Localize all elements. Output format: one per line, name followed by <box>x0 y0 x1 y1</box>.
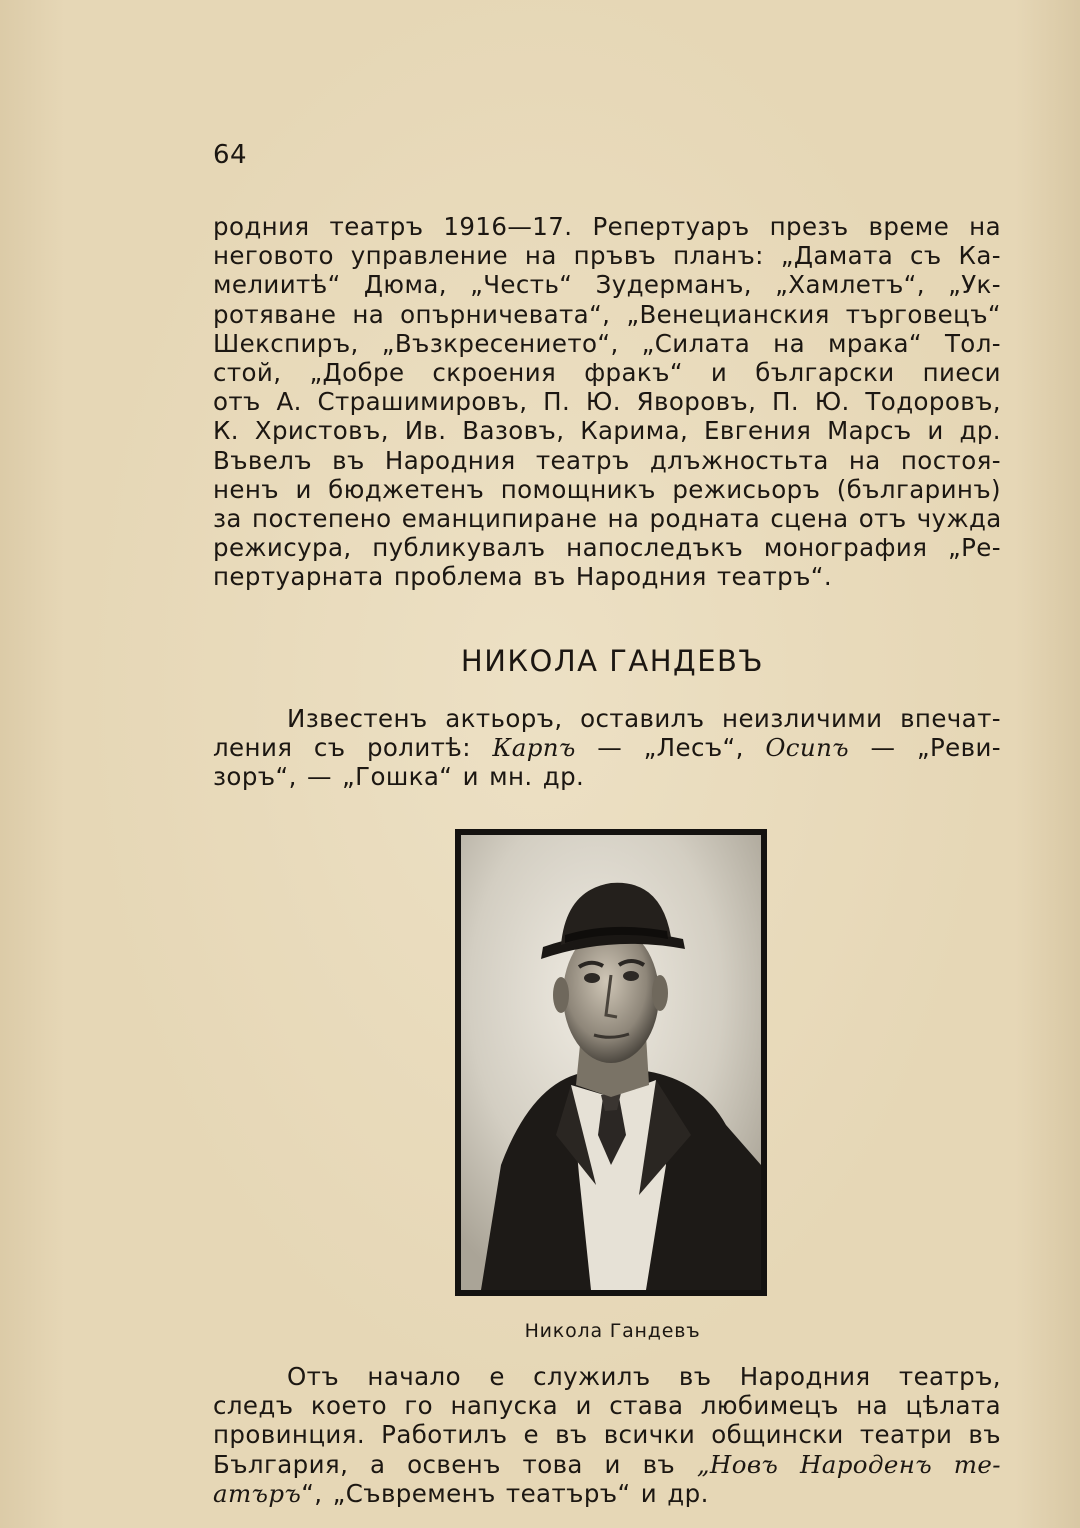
paragraph-repertoire <box>213 212 1001 591</box>
text-fragment: България, а освенъ това и въ <box>213 1449 697 1479</box>
text-fragment: — „Лесъ“, <box>575 733 766 763</box>
text-line: Въвелъ въ Народния театръ длъжностьта на постоя- <box>213 445 1001 475</box>
text-fragment: — „Реви- <box>849 733 1002 763</box>
text-line: Отъ начало е служилъ въ Народния театръ, <box>287 1362 1001 1391</box>
text-line: провинция. Работилъ е въ всички общински театри въ <box>213 1420 1001 1450</box>
text-line: ненъ и бюджетенъ помощникъ режисьоръ (българинъ) <box>213 474 1001 504</box>
role-name: Карпъ <box>492 733 576 763</box>
text-line: Известенъ актьоръ, оставилъ неизличими впечат- <box>287 704 1001 733</box>
text-line: пертуарната проблема въ Народния театръ“. <box>213 562 833 592</box>
text-line: следъ което го напуска и става любимецъ на цѣлата <box>213 1391 1001 1421</box>
text-line: стой, „Добре скроения фракъ“ и български пиеси <box>213 357 1001 387</box>
text-line: за постепено еманципиране на родната сцена отъ чужда <box>213 503 1002 533</box>
role-name: Осипъ <box>765 733 850 763</box>
text-line: мелиитѣ“ Дюма, „Честь“ Зудерманъ, „Хамлетъ“, „Ук- <box>213 270 1001 300</box>
portrait-illustration <box>461 835 761 1290</box>
text-fragment: “, „Съвременъ театъръ“ и др. <box>301 1478 709 1508</box>
text-line: ротяване на опърничевата“, „Венецианския търговецъ“ <box>213 299 1001 329</box>
theatre-name: „Новъ Народенъ те- <box>696 1449 1001 1479</box>
theatre-name: атъръ <box>213 1478 302 1508</box>
text-line <box>213 1450 1001 1479</box>
portrait-photo <box>455 829 767 1296</box>
text-line: неговото управление на пръвъ планъ: „Дамата съ Ка- <box>213 241 1001 271</box>
text-line: К. Христовъ, Ив. Вазовъ, Карима, Евгения Марсъ и др. <box>213 416 1001 446</box>
text-line: Шекспиръ, „Възкресението“, „Силата на мрака“ Тол- <box>213 328 1001 358</box>
portrait-image <box>461 835 761 1290</box>
paragraph-actor-intro <box>213 704 1001 792</box>
text-line <box>213 1479 1001 1508</box>
text-line: зоръ“, — „Гошка“ и мн. др. <box>213 762 585 792</box>
photo-caption: Никола Гандевъ <box>524 1320 701 1342</box>
text-fragment: ления съ ролитѣ: <box>213 733 493 763</box>
section-heading: НИКОЛА ГАНДЕВЪ <box>460 644 765 678</box>
text-line: режисура, публикувалъ напоследъкъ монография „Ре- <box>213 533 1001 563</box>
text-line: отъ А. Страшимировъ, П. Ю. Яворовъ, П. Ю. Тодоровъ, <box>213 387 1001 417</box>
text-line: родния театръ 1916—17. Репертуаръ презъ време на <box>213 212 1001 241</box>
text-line <box>213 733 1001 762</box>
paragraph-career <box>213 1362 1001 1508</box>
page-number: 64 <box>213 140 248 170</box>
